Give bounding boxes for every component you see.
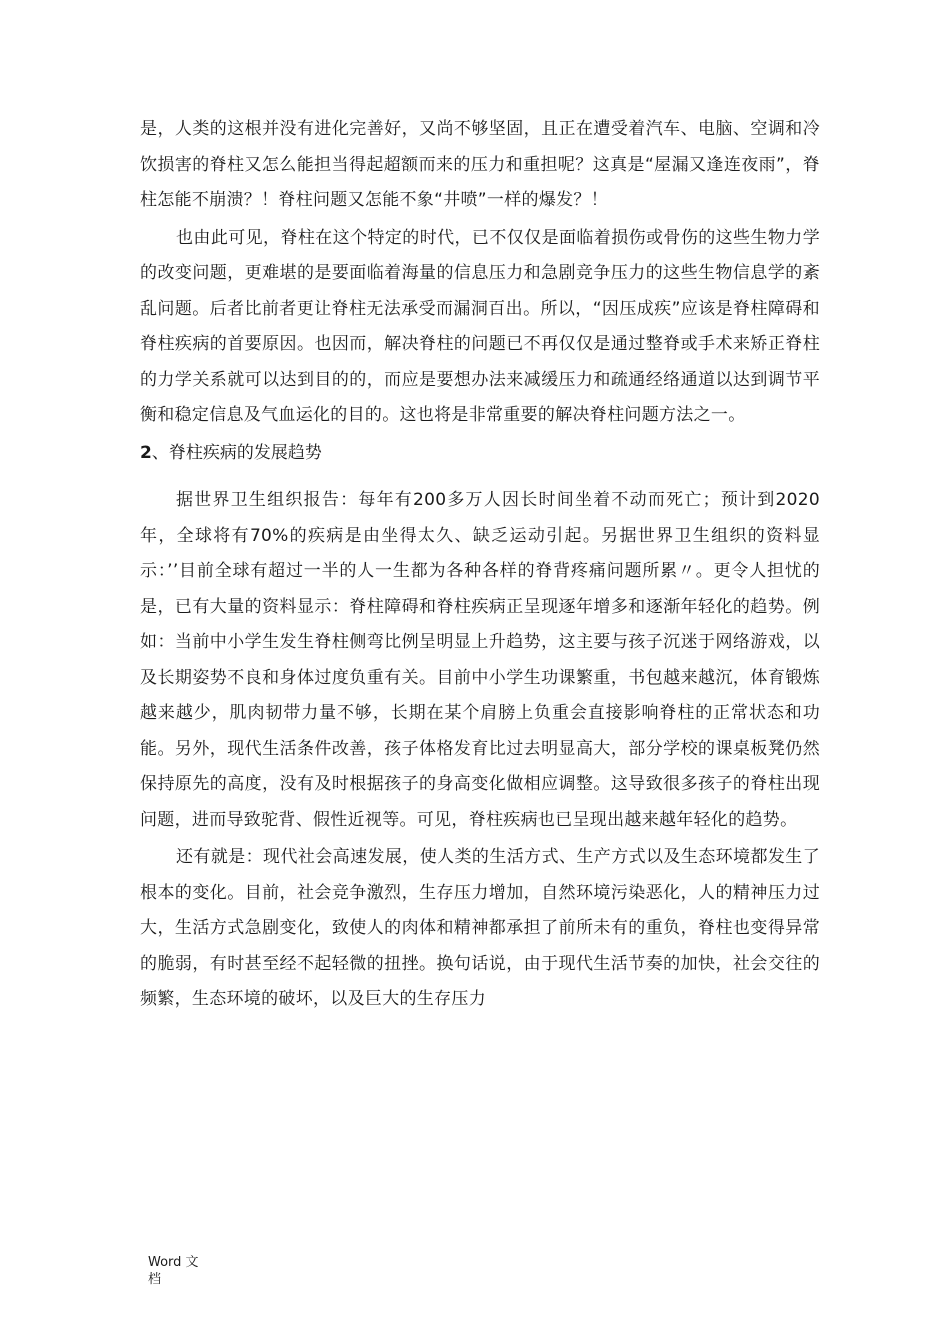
paragraph-continuation: 是，人类的这根并没有进化完善好，又尚不够坚固，且正在遭受着汽车、电脑、空调和冷饮损害的脊柱又怎么能担当得起超额而来的压力和重担呢？这真是“屋漏又逢连夜雨”，脊柱怎能不崩溃？！脊柱问题又怎能不象“井喷”一样的爆发？！ [140, 119, 820, 210]
paragraph-who-report: 据世界卫生组织报告：每年有200多万人因长时间坐着不动而死亡；预计到2020年，全球将有70%的疾病是由坐得太久、缺乏运动引起。另据世界卫生组织的资料显示：’’目前全球有超过一半的人一生都为各种各样的脊背疼痛问题所累〃。更令人担忧的是，已有大量的资料显示：脊柱障碍和脊柱疾病正呈现逐年增多和逐渐年轻化的趋势。例如：当前中小学生发生脊柱侧弯比例呈明显上升趋势，这主要与孩子沉迷于网络游戏，以及长期姿势不良和身体过度负重有关。目前中小学生功课繁重，书包越来越沉，体育锻炼越来越少，肌肉韧带力量不够，长期在某个肩膀上负重会直接影响脊柱的正常状态和功能。另外，现代生活条件改善，孩子体格发育比过去明显高大，部分学校的课桌板凳仍然保持原先的高度，没有及时根据孩子的身高变化做相应调整。这导致很多孩子的脊柱出现问题，进而导致驼背、假性近视等。可见，脊柱疾病也已呈现出越来越年轻化的趋势。 [140, 490, 820, 830]
document-body [140, 112, 820, 1018]
section-number: 2 [140, 442, 152, 463]
page-footer: Word 文档 [148, 1255, 199, 1287]
section-title: 、脊柱疾病的发展趋势 [151, 442, 322, 463]
paragraph-pressure-cause: 也由此可见，脊柱在这个特定的时代，已不仅仅是面临着损伤或骨伤的这些生物力学的改变问题，更难堪的是要面临着海量的信息压力和急剧竞争压力的这些生物信息学的紊乱问题。后者比前者更让脊柱无法承受而漏洞百出。所以，“因压成疾”应该是脊柱障碍和脊柱疾病的首要原因。也因而，解决脊柱的问题已不再仅仅是通过整脊或手术来矫正脊柱的力学关系就可以达到目的的，而应是要想办法来减缓压力和疏通经络通道以达到调节平衡和稳定信息及气血运化的目的。这也将是非常重要的解决脊柱问题方法之一。 [140, 227, 820, 425]
section-heading [140, 436, 820, 472]
paragraph-modern-society: 还有就是：现代社会高速发展，使人类的生活方式、生产方式以及生态环境都发生了根本的变化。目前，社会竞争激烈，生存压力增加，自然环境污染恶化，人的精神压力过大，生活方式急剧变化，致使人的肉体和精神都承担了前所未有的重负，脊柱也变得异常的脆弱，有时甚至经不起轻微的扭挫。换句话说，由于现代生活节奏的加快，社会交往的频繁，生态环境的破坏，以及巨大的生存压力 [140, 847, 820, 1009]
